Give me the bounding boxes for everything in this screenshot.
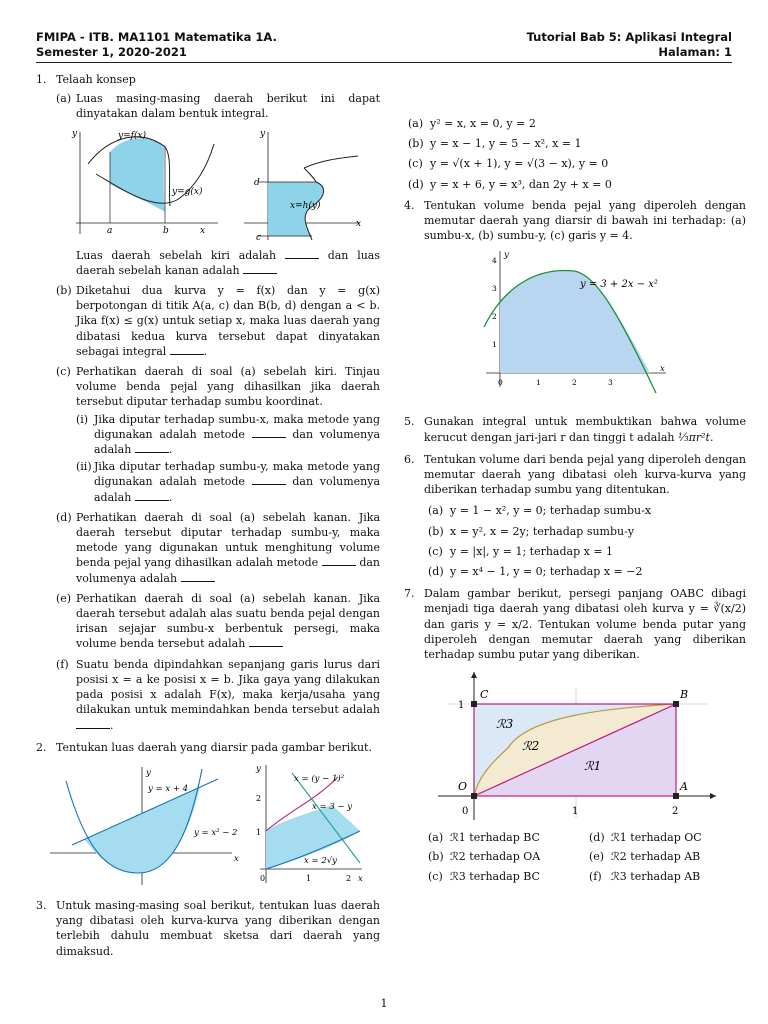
item-text: Perhatikan daerah di soal (a) sebelah kanan. Jika daerah tersebut diputar terhadap sumbu-y, maka metode yang digunakan untuk menghitung volume benda pejal yang dihasilkan adalah metode bbox=[76, 510, 380, 570]
problem-1 bbox=[36, 72, 380, 733]
tick-label: 2 bbox=[572, 378, 577, 388]
list-item: (d) ℛ1 terhadap OC bbox=[589, 831, 702, 845]
problem-number: 6. bbox=[404, 452, 415, 466]
curve-g-label: y=g(x) bbox=[172, 186, 203, 197]
tick-c: c bbox=[256, 232, 262, 243]
item-text: Jika diputar terhadap sumbu-x, maka metode yang digunakan adalah metode bbox=[94, 412, 380, 441]
region-label: ℛ1 bbox=[584, 759, 602, 774]
answer-blank bbox=[135, 491, 169, 501]
answer-blank bbox=[249, 637, 283, 647]
parabola-label: y = x² − 2 bbox=[194, 827, 238, 838]
header-rule bbox=[36, 62, 732, 63]
problem-number: 3. bbox=[36, 898, 47, 912]
problem-text: Gunakan integral untuk membuktikan bahwa volume kerucut dengan jari-jari r dan tinggi t adalah bbox=[424, 415, 746, 444]
item-text: Jika diputar terhadap sumbu-y, maka metode yang digunakan adalah metode bbox=[94, 460, 380, 489]
problem-2 bbox=[36, 740, 380, 891]
semester: Semester 1, 2020-2021 bbox=[36, 45, 187, 59]
answer-blank bbox=[135, 443, 169, 453]
curve-label: x = 3 − y bbox=[312, 801, 353, 812]
y-axis-label: y bbox=[504, 250, 509, 261]
list-item: (d) y = x + 6, y = x³, dan 2y + x = 0 bbox=[408, 177, 612, 191]
tick-label: 3 bbox=[608, 378, 613, 388]
problem-number: 7. bbox=[404, 587, 415, 601]
curve-f-label: y=f(x) bbox=[118, 130, 147, 141]
problem-5 bbox=[404, 414, 746, 444]
list-item: (b) x = y², x = 2y; terhadap sumbu-y bbox=[428, 524, 635, 538]
answer-blank bbox=[285, 249, 319, 259]
problem-1e bbox=[56, 591, 380, 652]
list-item: (a) ℛ1 terhadap BC bbox=[428, 831, 540, 845]
figure-areas bbox=[68, 124, 368, 244]
course-title: FMIPA - ITB. MA1101 Matematika 1A. bbox=[36, 30, 277, 44]
item-text: Suatu benda dipindahkan sepanjang garis lurus dari posisi x = a ke posisi x = b. Jika gaya yang dilakukan pada posisi x adalah F(x), maka kerja/usaha yang dilakukan untuk memindahkan benda tersebut adalah bbox=[76, 657, 380, 717]
item-text: dan volumenya adalah bbox=[94, 475, 380, 504]
problem-text: Tentukan volume dari benda pejal yang diperoleh dengan memutar daerah yang dibatasi oleh kurva-kurva yang diberikan terhadap sumbu yang ditentukan. bbox=[424, 452, 746, 497]
left-column bbox=[36, 72, 380, 966]
answer-blank bbox=[243, 264, 277, 274]
x-axis-label: x bbox=[356, 218, 362, 229]
tick-label: 1 bbox=[536, 378, 541, 388]
list-item: (d) y = x⁴ − 1, y = 0; terhadap x = −2 bbox=[428, 565, 643, 579]
x-axis-label: x bbox=[358, 873, 363, 884]
problem-text: Dalam gambar berikut, persegi panjang OABC dibagi menjadi tiga daerah yang dibatasi oleh kurva y = ∛(x/2) dan garis y = x/2. Tentukan volume benda putar yang diperoleh dengan memutar daerah yang diberikan terhadap sumbu putar yang diberikan. bbox=[424, 587, 746, 662]
problem-6-items bbox=[424, 503, 746, 579]
list-item: (e) ℛ2 terhadap AB bbox=[589, 850, 701, 864]
x-axis-label: x bbox=[200, 225, 206, 236]
answer-blank bbox=[252, 428, 286, 438]
y-axis-label: y bbox=[260, 128, 266, 139]
right-column bbox=[404, 72, 746, 891]
tick-label: 0 bbox=[462, 806, 469, 818]
curve-label: y = 3 + 2x − x² bbox=[580, 279, 658, 291]
tick-label: 4 bbox=[492, 256, 497, 266]
curve-label: x = 2√y bbox=[304, 855, 337, 866]
x-axis-label: x bbox=[234, 853, 239, 864]
curve-h-label: x=h(y) bbox=[290, 200, 321, 211]
tick-label: 1 bbox=[572, 806, 579, 818]
problem-title: Telaah konsep bbox=[56, 73, 136, 86]
x-axis-label: x bbox=[660, 364, 665, 375]
answer-blank bbox=[322, 556, 356, 566]
figure-problem-2 bbox=[42, 761, 366, 891]
list-item: (c) y = |x|, y = 1; terhadap x = 1 bbox=[428, 544, 614, 558]
figure-left bbox=[71, 129, 218, 236]
point-label: B bbox=[680, 688, 689, 702]
list-item: (a) y² = x, x = 0, y = 2 bbox=[408, 117, 536, 130]
formula: ⅓πr²t. bbox=[678, 430, 714, 444]
tick-a: a bbox=[107, 225, 113, 236]
problem-3 bbox=[36, 898, 380, 959]
problem-text: Untuk masing-masing soal berikut, tentukan luas daerah yang dibatasi oleh kurva-kurva yang diberikan dengan terlebih dahulu membuat sketsa dari daerah yang dimaksud. bbox=[56, 898, 380, 958]
region-label: ℛ3 bbox=[496, 717, 514, 732]
figure-2-left bbox=[50, 767, 239, 885]
item-label: (ii) bbox=[76, 460, 92, 474]
list-item: (a) y = 1 − x², y = 0; terhadap sumbu-x bbox=[428, 504, 652, 518]
tick-label: 1 bbox=[306, 873, 312, 883]
point-label: O bbox=[458, 780, 468, 794]
problem-7-items bbox=[424, 830, 746, 884]
item-label: (e) bbox=[56, 591, 72, 605]
figure-problem-4 bbox=[480, 247, 670, 407]
tick-label: 3 bbox=[492, 284, 497, 294]
problem-7 bbox=[404, 586, 746, 884]
tick-label: 0 bbox=[498, 378, 503, 388]
problem-4 bbox=[404, 198, 746, 408]
list-item: (f) ℛ3 terhadap AB bbox=[589, 869, 701, 883]
tick-label: 0 bbox=[260, 873, 266, 883]
answer-blank bbox=[170, 345, 204, 355]
problem-number: 4. bbox=[404, 198, 415, 212]
list-item: (c) ℛ3 terhadap BC bbox=[428, 869, 540, 883]
answer-blank bbox=[181, 572, 215, 582]
item-label: (b) bbox=[56, 284, 72, 298]
point-label: A bbox=[680, 780, 688, 794]
problem-number: 1. bbox=[36, 73, 47, 86]
item-text: Luas daerah sebelah kiri adalah bbox=[76, 248, 277, 262]
tick-label: 2 bbox=[256, 793, 262, 803]
item-label: (d) bbox=[56, 510, 72, 524]
problem-text: Tentukan luas daerah yang diarsir pada gambar berikut. bbox=[56, 740, 372, 754]
tick-label: 1 bbox=[492, 340, 497, 350]
list-item: (b) ℛ2 terhadap OA bbox=[428, 850, 541, 864]
problem-6 bbox=[404, 452, 746, 579]
tick-label: 1 bbox=[458, 700, 465, 712]
curve-label: x = (y − 1)² bbox=[294, 773, 345, 784]
item-label: (i) bbox=[76, 412, 89, 426]
problem-text: Tentukan volume benda pejal yang diperoleh dengan memutar daerah yang diarsir di bawah ini terhadap: (a) sumbu-x, (b) sumbu-y, (c) garis y = 4. bbox=[424, 198, 746, 243]
problem-1d bbox=[56, 510, 380, 586]
tick-b: b bbox=[163, 225, 169, 236]
tutorial-title: Tutorial Bab 5: Aplikasi Integral bbox=[526, 30, 732, 44]
tick-label: 2 bbox=[672, 806, 679, 818]
answer-blank bbox=[76, 719, 110, 729]
item-text: Luas masing-masing daerah berikut ini dapat dinyatakan dalam bentuk integral. bbox=[76, 92, 380, 121]
problem-1f: (f) Suatu benda dipindahkan sepanjang garis lurus dari posisi x = a ke posisi x = b. Jika gaya yang dilakukan pada posisi x adalah F(x), maka kerja/usaha yang dilakukan untuk memindahkan benda tersebut adalah . bbox=[56, 657, 380, 732]
page-number: 1 bbox=[380, 997, 388, 1010]
figure-right bbox=[244, 129, 361, 243]
problem-1c bbox=[56, 364, 380, 505]
region-label: ℛ2 bbox=[522, 739, 540, 754]
item-label: (a) bbox=[56, 92, 72, 106]
list-item: (b) y = x − 1, y = 5 − x², x = 1 bbox=[408, 137, 582, 151]
y-axis-label: y bbox=[256, 763, 261, 774]
item-label: (f) bbox=[56, 657, 69, 671]
tick-label: 1 bbox=[256, 827, 262, 837]
problem-1a bbox=[56, 91, 380, 278]
problem-number: 5. bbox=[404, 415, 415, 429]
y-axis-label: y bbox=[72, 128, 78, 139]
problem-1b: (b) Diketahui dua kurva y = f(x) dan y = g(x) berpotongan di titik A(a, c) dan B(b, d) dengan a < b. Jika f(x) ≤ g(x) untuk setiap x, maka luas daerah yang dibatasi kedua kurva tersebut dapat dinyatakan sebagai integral . bbox=[56, 284, 380, 358]
item-text: dan volumenya adalah bbox=[76, 556, 381, 585]
figure-2-right bbox=[255, 764, 363, 884]
item-text: Diketahui dua kurva y = f(x) dan y = g(x) berpotongan di titik A(a, c) dan B(b, d) dengan a < b. Jika f(x) ≤ g(x) untuk setiap x, maka luas daerah yang dibatasi kedua kurva tersebut dapat dinyatakan sebagai integral bbox=[76, 284, 380, 358]
figure-problem-7 bbox=[418, 668, 718, 824]
tick-label: 2 bbox=[492, 312, 497, 322]
point-label: C bbox=[480, 688, 489, 702]
tick-d: d bbox=[254, 177, 260, 188]
tick-label: 2 bbox=[346, 873, 352, 883]
shaded-region bbox=[110, 138, 165, 212]
item-text: dan luas daerah sebelah kanan adalah bbox=[76, 248, 380, 277]
list-item: (c) y = √(x + 1), y = √(3 − x), y = 0 bbox=[408, 157, 609, 171]
item-label: (c) bbox=[56, 365, 71, 379]
line-label: y = x + 4 bbox=[148, 783, 189, 794]
problem-1c-ii: (ii) Jika diputar terhadap sumbu-y, maka metode yang digunakan adalah metode dan volumenya adalah . bbox=[76, 460, 380, 504]
y-axis-label: y bbox=[146, 767, 151, 778]
problem-number: 2. bbox=[36, 740, 47, 754]
item-text: Perhatikan daerah di soal (a) sebelah kanan. Jika daerah tersebut adalah alas suatu benda pejal dengan irisan sejajar sumbu-x berbentuk persegi, maka volume benda tersebut adalah bbox=[76, 591, 380, 651]
answer-blank bbox=[252, 475, 286, 485]
item-text: dan volumenya adalah bbox=[94, 427, 380, 457]
problem-3-items bbox=[404, 116, 746, 192]
item-text: Perhatikan daerah di soal (a) sebelah kiri. Tinjau volume benda pejal yang dihasilkan jika daerah tersebut diputar terhadap sumbu koordinat. bbox=[76, 365, 380, 409]
page-label: Halaman: 1 bbox=[658, 45, 732, 59]
problem-1c-i: (i) Jika diputar terhadap sumbu-x, maka metode yang digunakan adalah metode dan volumenya adalah . bbox=[76, 412, 380, 457]
